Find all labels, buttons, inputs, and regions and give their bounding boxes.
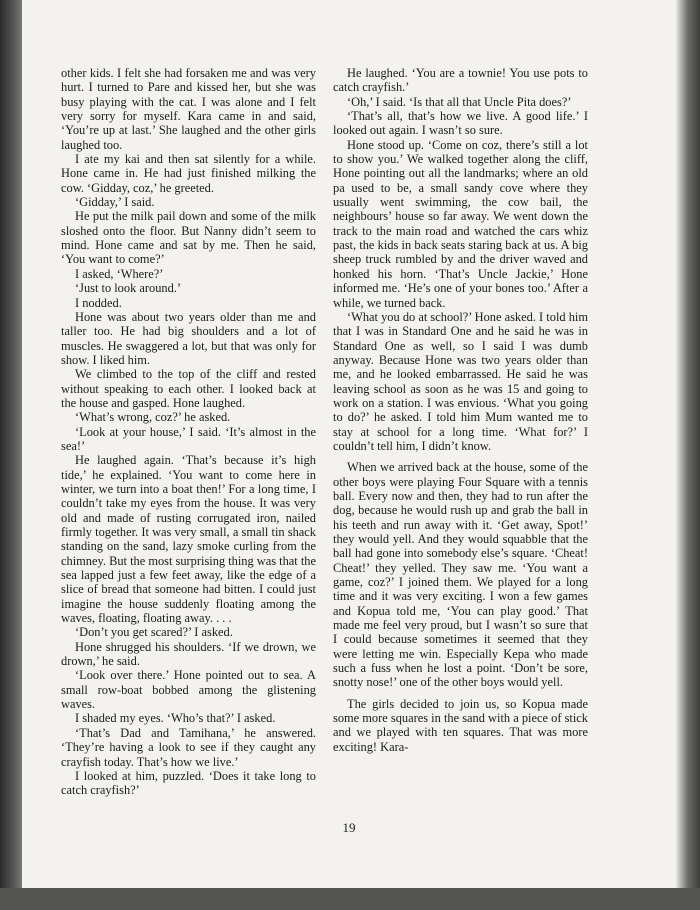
scan-edge-bottom (0, 888, 700, 910)
paragraph: ‘What’s wrong, coz?’ he asked. (75, 410, 231, 425)
paragraph: He laughed again. ‘That’s because it’s high tide,’ he explained. ‘You want to come here in winter, we turn into a boat then!’ For a long time, I couldn’t take my eyes from the house. It was very old and made of rusting corrugated iron, nailed firmly together. It was very small, a small tin shack standing on the sand, lazy smoke curling from the chimney. But the most surprising thing was that the sea lapped just a few feet away, like the edge of a slice of bread that someone had bitten. I could just imagine the house suddenly floating among the waves, floating, floating away. . . . (61, 453, 316, 626)
paragraph: I ate my kai and then sat silently for a while. Hone came in. He had just finished milking the cow. ‘Gidday, coz,’ he greeted. (61, 152, 316, 195)
book-page (22, 0, 676, 888)
scan-edge-left (0, 0, 22, 910)
paragraph: Hone shrugged his shoulders. ‘If we drown, we drown,’ he said. (61, 639, 316, 669)
paragraph: ‘Look at your house,’ I said. ‘It’s almost in the sea!’ (61, 424, 316, 453)
paragraph: I nodded. (75, 295, 122, 310)
paragraph: I looked at him, puzzled. ‘Does it take long to catch crayfish?’ (61, 768, 316, 798)
paragraph: ‘What you do at school?’ Hone asked. I told him that I was in Standard One and he said he was in Standard One as well, so I said I was dumb anyway. Because Hone was two years older than me, and he looked embarrassed. He said he was leaving school as soon as he was 15 and going to work on a station. I was envious. ‘What you going to do?’ he asked. I told him Mum wanted me to stay at school for a long time. ‘What for?’ I couldn’t tell him, I didn’t know. (333, 309, 588, 453)
paragraph: Hone stood up. ‘Come on coz, there’s still a lot to show you.’ We walked together along the cliff, Hone pointing out all the landmarks; where an old pa used to be, a small sandy cove where they usually went swimming, the cow bail, the neighbours’ house so far away. We went down the track to the main road and watched the cars whiz past, the kids in back seats staring back at us. A big sheep truck rumbled by and the driver waved and honked his horn. ‘That’s Uncle Jackie,’ Hone informed me. ‘He’s one of your bones too.’ After a while, we turned back. (333, 137, 588, 310)
paragraph: ‘Just to look around.’ (75, 281, 181, 296)
page-number: 19 (342, 820, 356, 835)
paragraph: ‘Gidday,’ I said. (75, 195, 155, 210)
paragraph: Hone was about two years older than me and taller too. He had big shoulders and a lot of muscles. He swaggered a lot, but that was only for show. I liked him. (61, 309, 316, 367)
paragraph: ‘That’s all, that’s how we live. A good life.’ I looked out again. I wasn’t so sure. (333, 109, 588, 138)
paragraph: ‘Oh,’ I said. ‘Is that all that Uncle Pita does?’ (347, 94, 572, 109)
paragraph: When we arrived back at the house, some of the other boys were playing Four Square with a tennis ball. Every now and then, they had to run after the dog, because he would rush up and grab the ball in his teeth and run away with it. ‘Get away, Spot!’ they would yell. And they would squabble that the ball had gone into somebody else’s square. ‘Cheat! Cheat!’ they yelled. They saw me. ‘You want a game, coz?’ I joined them. We played for a long time and it was very exciting. I won a few games and Kopua told me, ‘You can play good.’ That made me feel very proud, but I wasn’t so sure that I could because sometimes it seemed that they were letting me win. Especially Kepa who made such a fuss when he lost a point. ‘Don’t be sore, snotty nose!’ one of the other boys would yell. (333, 460, 588, 690)
paragraph: We climbed to the top of the cliff and rested without speaking to each other. I looked back at the house and gasped. Hone laughed. (61, 367, 316, 410)
paragraph: other kids. I felt she had forsaken me and was very hurt. I turned to Pare and kissed her, but she was busy playing with the cat. I was alone and I felt very sorry for myself. Kara came in and said, ‘You’re up at last.’ She laughed and the other girls laughed too. (61, 66, 316, 152)
paragraph: I shaded my eyes. ‘Who’s that?’ I asked. (75, 711, 276, 726)
paragraph: The girls decided to join us, so Kopua made some more squares in the sand with a piece of stick and we played with ten squares. That was more exciting! Kara- (333, 696, 588, 754)
paragraph: ‘Don’t you get scared?’ I asked. (75, 625, 233, 640)
right-column (333, 66, 588, 754)
left-column (61, 66, 316, 798)
scan-edge-right (676, 0, 700, 910)
paragraph: ‘Look over there.’ Hone pointed out to sea. A small row-boat bobbed among the glistening waves. (61, 668, 316, 712)
paragraph: He put the milk pail down and some of the milk sloshed onto the floor. But Nanny didn’t seem to mind. Hone came and sat by me. Then he said, ‘You want to come?’ (61, 209, 316, 267)
paragraph: He laughed. ‘You are a townie! You use pots to catch crayfish.’ (333, 66, 588, 95)
paragraph: ‘That’s Dad and Tamihana,’ he answered. ‘They’re having a look to see if they caught any crayfish today. That’s how we live.’ (61, 725, 316, 769)
paragraph: I asked, ‘Where?’ (75, 266, 164, 281)
